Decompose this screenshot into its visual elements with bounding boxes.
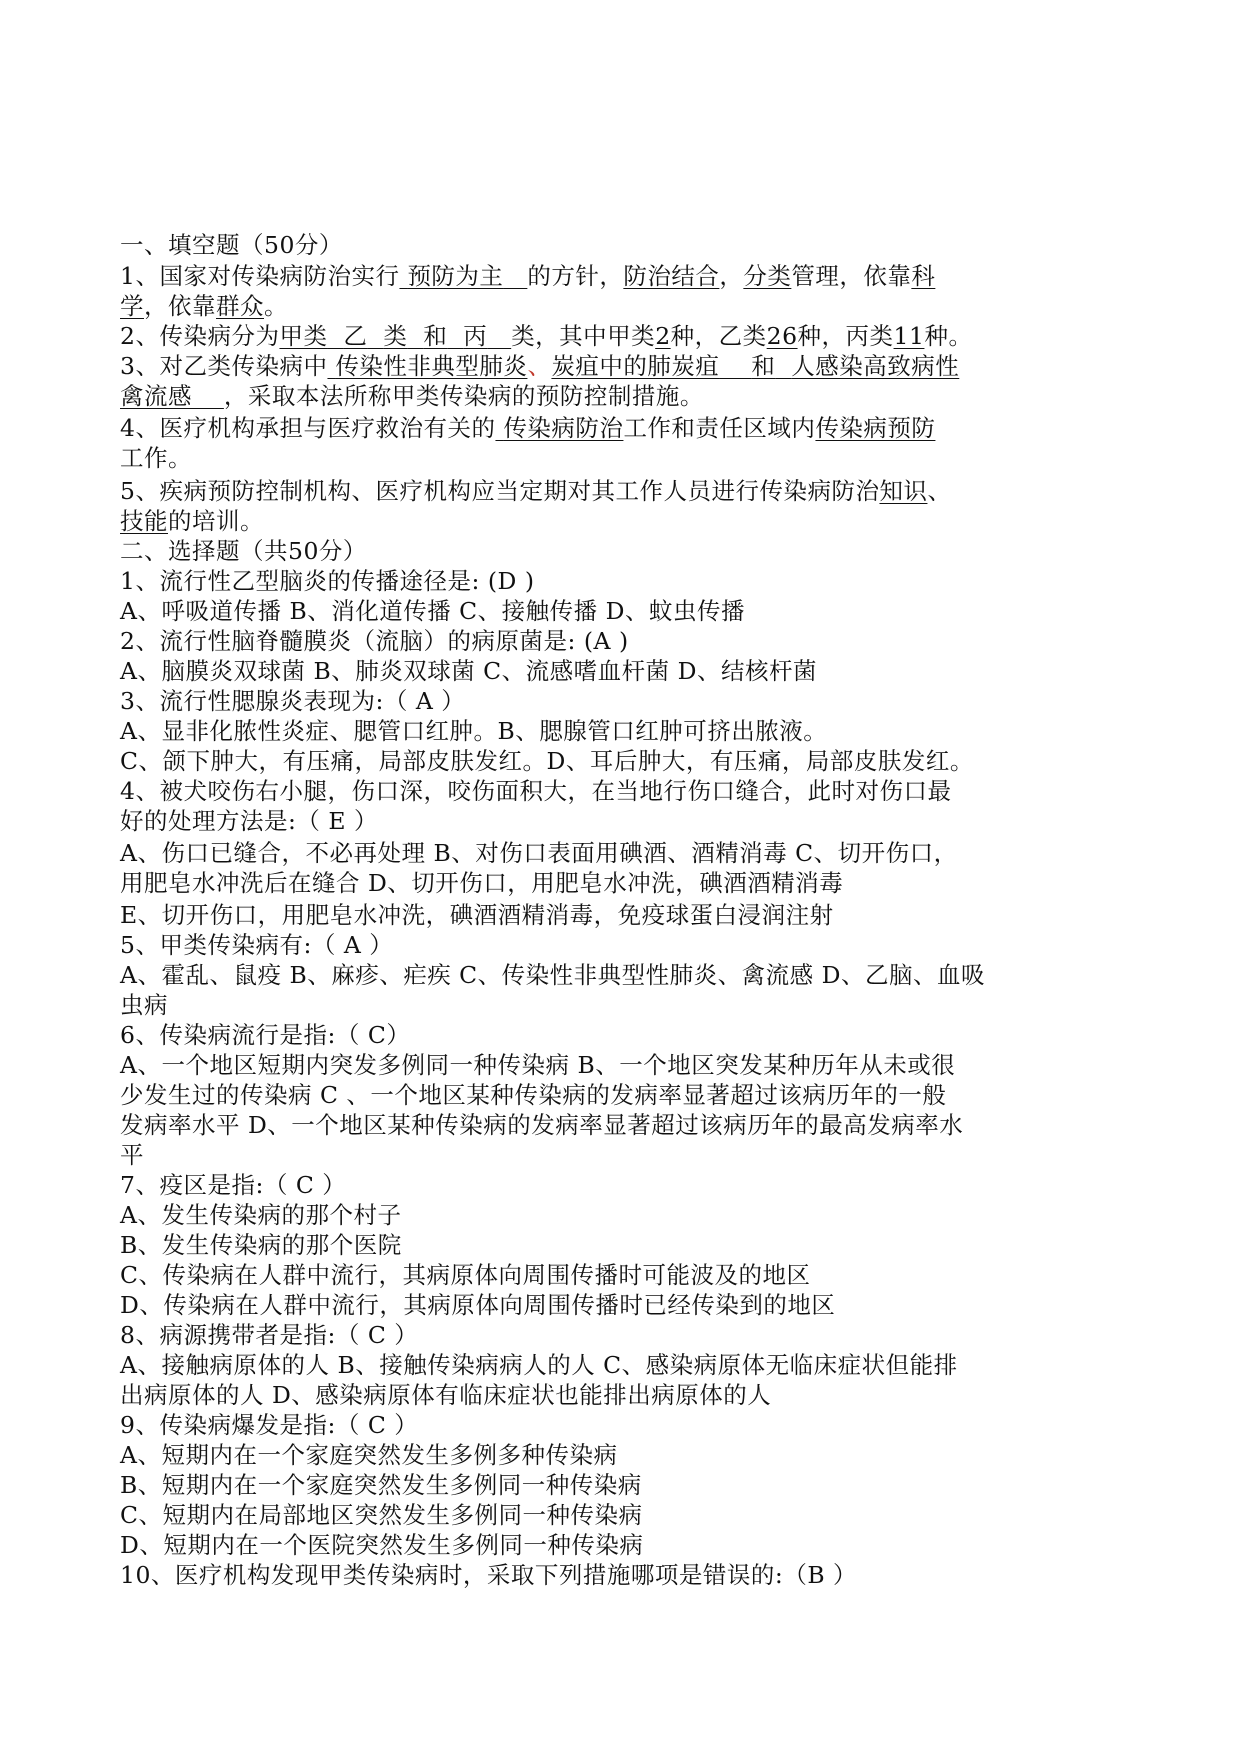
blank-answer: 传染病预防: [815, 414, 936, 442]
choice-options: A、霍乱、鼠疫 B、麻疹、疟疾 C、传染性非典型性肺炎、禽流感 D、乙脑、血吸: [120, 961, 985, 989]
choice-options: A、一个地区短期内突发多例同一种传染病 B、一个地区突发某种历年从未或很: [120, 1051, 956, 1079]
choice-options: A、发生传染病的那个村子: [120, 1201, 402, 1229]
blank-answer: 2: [655, 322, 671, 350]
blank-answer: 防治结合: [623, 262, 720, 290]
choice-question-2: 2、流行性脑脊髓膜炎（流脑）的病原菌是: (A ): [120, 627, 629, 655]
fill-question-4-line-2: 工作。: [120, 444, 192, 472]
choice-options: 发病率水平 D、一个地区某种传染病的发病率显著超过该病历年的最高发病率水: [120, 1111, 964, 1139]
fill-question-1-line-2: 学，依靠群众。: [120, 292, 288, 320]
blank-answer: 科: [911, 262, 936, 290]
blank-answer: 分类: [743, 262, 792, 290]
choice-question-9: 9、传染病爆发是指:（ C ）: [120, 1411, 419, 1439]
choice-options: C、短期内在局部地区突然发生多例同一种传染病: [120, 1501, 643, 1529]
choice-options: A、伤口已缝合，不必再处理 B、对伤口表面用碘酒、酒精消毒 C、切开伤口，: [120, 839, 958, 867]
choice-options: A、脑膜炎双球菌 B、肺炎双球菌 C、流感嗜血杆菌 D、结核杆菌: [120, 657, 817, 685]
choice-options: B、发生传染病的那个医院: [120, 1231, 402, 1259]
choice-question-7: 7、疫区是指:（ C ）: [120, 1171, 347, 1199]
blank-answer: 知识: [879, 477, 928, 505]
blank-answer: 群众: [216, 292, 264, 320]
choice-options: E、切开伤口，用肥皂水冲洗，碘酒酒精消毒，免疫球蛋白浸润注射: [120, 901, 834, 929]
choice-options: 平: [120, 1141, 144, 1169]
choice-options: D、短期内在一个医院突然发生多例同一种传染病: [120, 1531, 644, 1559]
choice-options: A、显非化脓性炎症、腮管口红肿。B、腮腺管口红肿可挤出脓液。: [120, 717, 828, 745]
choice-question-8: 8、病源携带者是指:（ C ）: [120, 1321, 419, 1349]
blank-answer: 炭疽中的肺炭疽 和 人感染高致病性: [551, 352, 960, 380]
fill-question-5-line-2: 技能的培训。: [120, 507, 264, 535]
choice-question-4-cont: 好的处理方法是:（ E ）: [120, 807, 379, 835]
choice-options: 出病原体的人 D、感染病原体有临床症状也能排出病原体的人: [120, 1381, 772, 1409]
choice-options: 用肥皂水冲洗后在缝合 D、切开伤口，用肥皂水冲洗，碘酒酒精消毒: [120, 869, 844, 897]
section-heading-choice: 二、选择题（共50分）: [120, 537, 367, 565]
fill-question-5-line-1: 5、疾病预防控制机构、医疗机构应当定期对其工作人员进行传染病防治知识、: [120, 477, 952, 505]
choice-question-4: 4、被犬咬伤右小腿，伤口深，咬伤面积大，在当地行伤口缝合，此时对伤口最: [120, 777, 952, 805]
choice-options: A、短期内在一个家庭突然发生多例多种传染病: [120, 1441, 618, 1469]
choice-question-6: 6、传染病流行是指:（ C）: [120, 1021, 411, 1049]
section-heading-fill-in: 一、填空题（50分）: [120, 231, 343, 259]
blank-answer: 甲类 乙 类 和 丙: [279, 322, 488, 350]
blank-answer: 技能: [120, 507, 168, 535]
blank-answer: 禽流感: [120, 382, 192, 410]
fill-question-4-line-1: 4、医疗机构承担与医疗救治有关的 传染病防治工作和责任区域内传染病预防: [120, 414, 936, 442]
blank-answer: 学: [120, 292, 144, 320]
choice-question-5: 5、甲类传染病有:（ A ）: [120, 931, 394, 959]
choice-options: 虫病: [120, 991, 168, 1019]
choice-question-3: 3、流行性腮腺炎表现为:（ A ）: [120, 687, 466, 715]
choice-question-1: 1、流行性乙型脑炎的传播途径是: (D ): [120, 567, 535, 595]
fill-question-3-line-2: 禽流感 ，采取本法所称甲类传染病的预防控制措施。: [120, 382, 704, 410]
fill-question-1-line-1: 1、国家对传染病防治实行 预防为主 的方针，防治结合，分类管理，依靠科: [120, 262, 936, 290]
blank-answer: 预防为主: [407, 262, 504, 290]
choice-options: D、传染病在人群中流行，其病原体向周围传播时已经传染到的地区: [120, 1291, 836, 1319]
blank-answer: 26: [766, 322, 798, 350]
blank-answer: 传染性非典型肺炎: [335, 352, 528, 380]
choice-options: C、传染病在人群中流行，其病原体向周围传播时可能波及的地区: [120, 1261, 811, 1289]
blank-answer: 传染病防治: [503, 414, 624, 442]
choice-options: A、接触病原体的人 B、接触传染病病人的人 C、感染病原体无临床症状但能排: [120, 1351, 958, 1379]
choice-options: A、呼吸道传播 B、消化道传播 C、接触传播 D、蚊虫传播: [120, 597, 745, 625]
choice-question-10: 10、医疗机构发现甲类传染病时，采取下列措施哪项是错误的:（B ）: [120, 1561, 858, 1589]
choice-options: C、颌下肿大，有压痛，局部皮肤发红。D、耳后肿大，有压痛，局部皮肤发红。: [120, 747, 974, 775]
fill-question-3-line-1: 3、对乙类传染病中 传染性非典型肺炎、炭疽中的肺炭疽 和 人感染高致病性: [120, 352, 960, 380]
fill-question-2: 2、传染病分为甲类 乙 类 和 丙 类，其中甲类2种，乙类26种，丙类11种。: [120, 322, 973, 350]
blank-answer: 11: [893, 322, 925, 350]
choice-options: 少发生过的传染病 C 、一个地区某种传染病的发病率显著超过该病历年的一般: [120, 1081, 947, 1109]
choice-options: B、短期内在一个家庭突然发生多例同一种传染病: [120, 1471, 642, 1499]
